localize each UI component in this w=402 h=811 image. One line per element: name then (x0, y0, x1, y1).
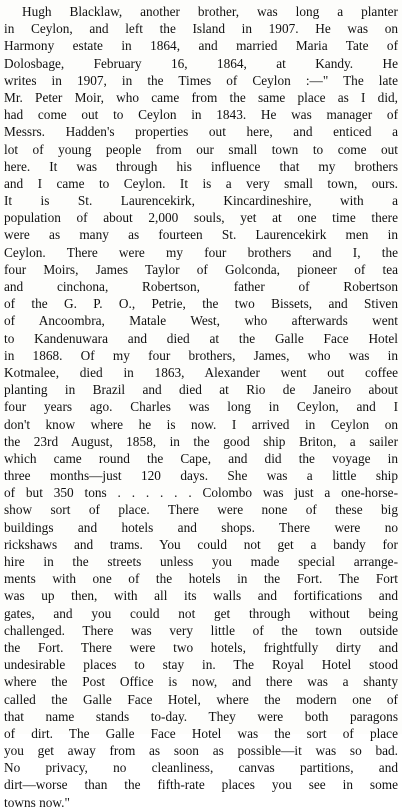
text-line: to Kandenuwara and died at the Galle Face Hotel (4, 330, 398, 346)
text-line: Mr. Peter Moir, who came from the same place as I did, (4, 89, 398, 105)
text-line: buildings and hotels and shops. There were no (4, 519, 398, 535)
text-line: in Ceylon, and left the Island in 1907. He was on (4, 21, 398, 37)
text-line: hire in the streets unless you made special arrange- (4, 554, 398, 569)
text-line: you get away from as soon as possible—it was so bad. (4, 743, 398, 759)
text-line: which came round the Cape, and did the voyage in (4, 450, 398, 466)
text-line: of Ancoombra, Matale West, who afterwards went (4, 313, 398, 329)
text-line: called the Galle Face Hotel, where the modern one of (4, 691, 398, 707)
text-line: had come out to Ceylon in 1843. He was manager of (4, 107, 398, 123)
text-line: the 23rd August, 1858, in the good ship Briton, a sailer (4, 433, 398, 449)
text-line: writes in 1907, in the Times of Ceylon :—" The late (4, 72, 398, 88)
text-line: of but 350 tons . . . . . . Colombo was just a one-horse- (4, 485, 398, 501)
text-line: ments with one of the hotels in the Fort. The Fort (4, 571, 398, 587)
text-line: Messrs. Hadden's properties out here, and enticed a (4, 124, 398, 140)
text-line: here. It was through his influence that my brothers (4, 158, 398, 174)
text-line: that name stands to-day. They were both paragons (4, 708, 398, 724)
text-line: gates, and you could not get through without being (4, 605, 398, 621)
text-line: three months—just 120 days. She was a little ship (4, 468, 398, 484)
text-line: show sort of place. There were none of these big (4, 502, 398, 518)
text-line: No privacy, no cleanliness, canvas partitions, and (4, 760, 398, 776)
text-line: Dolosbage, February 16, 1864, at Kandy. He (4, 55, 398, 71)
text-line: Harmony estate in 1864, and married Maria Tate of (4, 38, 398, 54)
text-line: dirt—worse than the fifth-rate places you see in some (4, 777, 398, 793)
text-line: towns now." (4, 794, 70, 810)
text-line: and I came to Ceylon. It is a very small town, ours. (4, 175, 398, 191)
text-line: were as many as fourteen St. Laurencekirk men in (4, 227, 398, 243)
text-line: rickshaws and trams. You could not get a bandy for (4, 536, 398, 552)
text-line: of the G. P. O., Petrie, the two Bissets, and Stiven (4, 296, 398, 312)
text-line: population of about 2,000 souls, yet at one time there (4, 210, 398, 226)
text-line: Kotmalee, died in 1863, Alexander went out coffee (4, 364, 398, 380)
text-line: the Fort. There were two hotels, frightfully dirty and (4, 639, 398, 655)
text-line: don't know where he is now. I arrived in Ceylon on (4, 416, 398, 432)
text-line: lot of young people from our small town to come out (4, 141, 398, 157)
text-line: It is St. Laurencekirk, Kincardineshire, with a (4, 193, 398, 209)
text-line: Ceylon. There were my four brothers and I, the (4, 244, 398, 260)
text-line: undesirable places to stay in. The Royal Hotel stood (4, 657, 398, 673)
text-line: and cinchona, Robertson, father of Robertson (4, 279, 398, 294)
text-line: in 1868. Of my four brothers, James, who was in (4, 347, 398, 363)
text-line: four years ago. Charles was long in Ceylon, and I (4, 399, 398, 415)
document-paragraph (4, 3, 398, 811)
text-line: Hugh Blacklaw, another brother, was long a planter (22, 4, 398, 19)
text-line: four Moirs, James Taylor of Golconda, pioneer of tea (4, 261, 398, 277)
text-line: of dirt. The Galle Face Hotel was the sort of place (4, 725, 398, 741)
text-line: where the Post Office is now, and there was a shanty (4, 674, 398, 690)
text-line: was up then, with all its walls and fortifications and (4, 588, 398, 604)
text-line: planting in Brazil and died at Rio de Janeiro about (4, 382, 398, 398)
text-line: challenged. There was very little of the town outside (4, 622, 398, 638)
